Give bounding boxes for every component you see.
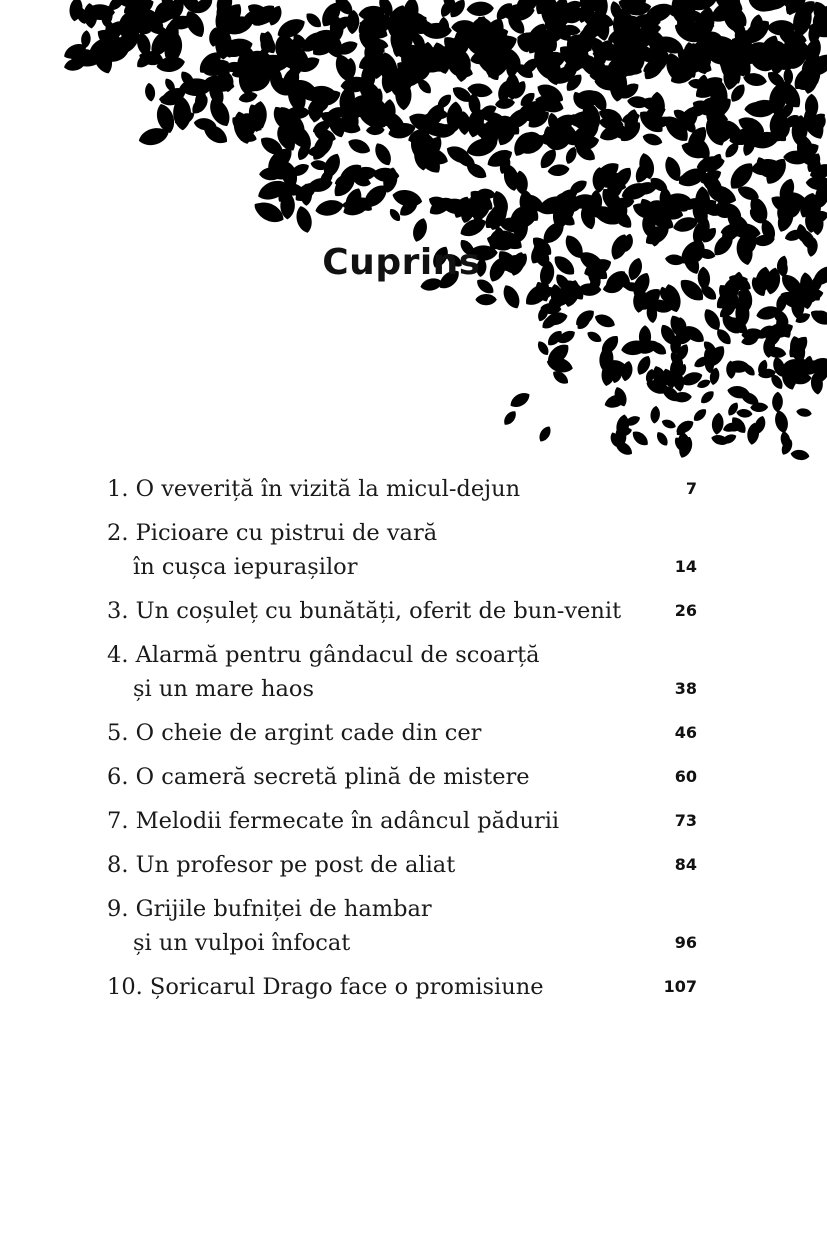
toc-entry-title: 1. O veveriță în vizită la micul-dejun <box>107 476 521 502</box>
leaf-shape <box>346 136 373 157</box>
leaf-shape <box>790 449 810 462</box>
toc-entry <box>107 516 697 594</box>
toc-entry <box>107 472 697 516</box>
toc-entry-title: 4. Alarmă pentru gândacul de scoarță <box>107 642 540 668</box>
leaf-shape <box>371 140 395 168</box>
toc-entry <box>107 892 697 970</box>
toc-entry-title: 6. O cameră secretă plină de mistere <box>107 764 530 790</box>
leaf-shape <box>508 389 533 410</box>
toc-page-number: 14 <box>674 557 697 576</box>
toc-entry-title-continued: în cușca iepurașilor <box>133 554 358 580</box>
falling-leaves-icon <box>0 0 827 470</box>
leaf-shape <box>641 131 664 148</box>
leaf-shape <box>772 392 783 413</box>
toc-page-number: 46 <box>674 723 697 742</box>
toc-entry <box>107 970 697 1014</box>
toc-entry <box>107 638 697 716</box>
toc-entry-title: 5. O cheie de argint cade din cer <box>107 720 482 746</box>
toc-entry-title: 2. Picioare cu pistrui de vară <box>107 520 438 546</box>
leaf-shape <box>654 430 670 448</box>
leaf-shape <box>660 418 677 431</box>
leaf-shape <box>547 163 570 177</box>
leaf-shape <box>294 204 315 234</box>
toc-entry-title-continued: și un vulpoi înfocat <box>133 930 351 956</box>
leaf-shape <box>736 408 753 418</box>
toc-page-number: 7 <box>685 479 697 498</box>
toc-page-number: 96 <box>674 933 697 952</box>
leaf-shape <box>314 198 345 219</box>
toc-page-number: 38 <box>674 679 697 698</box>
leaf-shape <box>796 407 813 418</box>
leaf-shape <box>410 216 430 243</box>
toc-entry <box>107 804 697 848</box>
toc-entry <box>107 594 697 638</box>
leaf-shape <box>630 428 651 448</box>
page-title: Cuprins <box>322 242 481 283</box>
leaf-shape <box>537 424 554 444</box>
toc-entry-title: 3. Un coșuleț cu bunătăți, oferit de bun-venit <box>107 598 622 624</box>
toc-entry-title-continued: și un mare haos <box>133 676 314 702</box>
leaf-shape <box>466 1 494 17</box>
leaf-shape <box>711 412 725 435</box>
leaf-shape <box>500 282 524 311</box>
leaf-shape <box>773 409 791 435</box>
toc-entry <box>107 848 697 892</box>
leaf-shape <box>475 294 496 305</box>
toc-page-number: 107 <box>663 977 697 996</box>
toc-entry <box>107 760 697 804</box>
leaf-shape <box>650 405 661 424</box>
toc-entry-title: 7. Melodii fermecate în adâncul pădurii <box>107 808 560 834</box>
toc-page-number: 26 <box>674 601 697 620</box>
toc-entry-title: 10. Șoricarul Drago face o promisiune <box>107 974 544 1000</box>
leaf-shape <box>501 409 518 428</box>
leaf-shape <box>593 311 617 330</box>
toc-page-number: 73 <box>674 811 697 830</box>
leaf-shape <box>691 406 709 423</box>
leaf-shape <box>701 306 724 333</box>
leaf-shape <box>710 433 730 447</box>
leaf-shape <box>303 10 324 30</box>
leaf-shape <box>585 329 603 345</box>
toc-page-number: 84 <box>674 855 697 874</box>
leaf-shape <box>698 388 716 406</box>
toc-entry-title: 9. Grijile bufniței de hambar <box>107 896 432 922</box>
toc-entry <box>107 716 697 760</box>
toc-entry-title: 8. Un profesor pe post de aliat <box>107 852 456 878</box>
toc-page-number: 60 <box>674 767 697 786</box>
leaf-shape <box>144 82 156 102</box>
table-of-contents <box>107 472 697 1014</box>
